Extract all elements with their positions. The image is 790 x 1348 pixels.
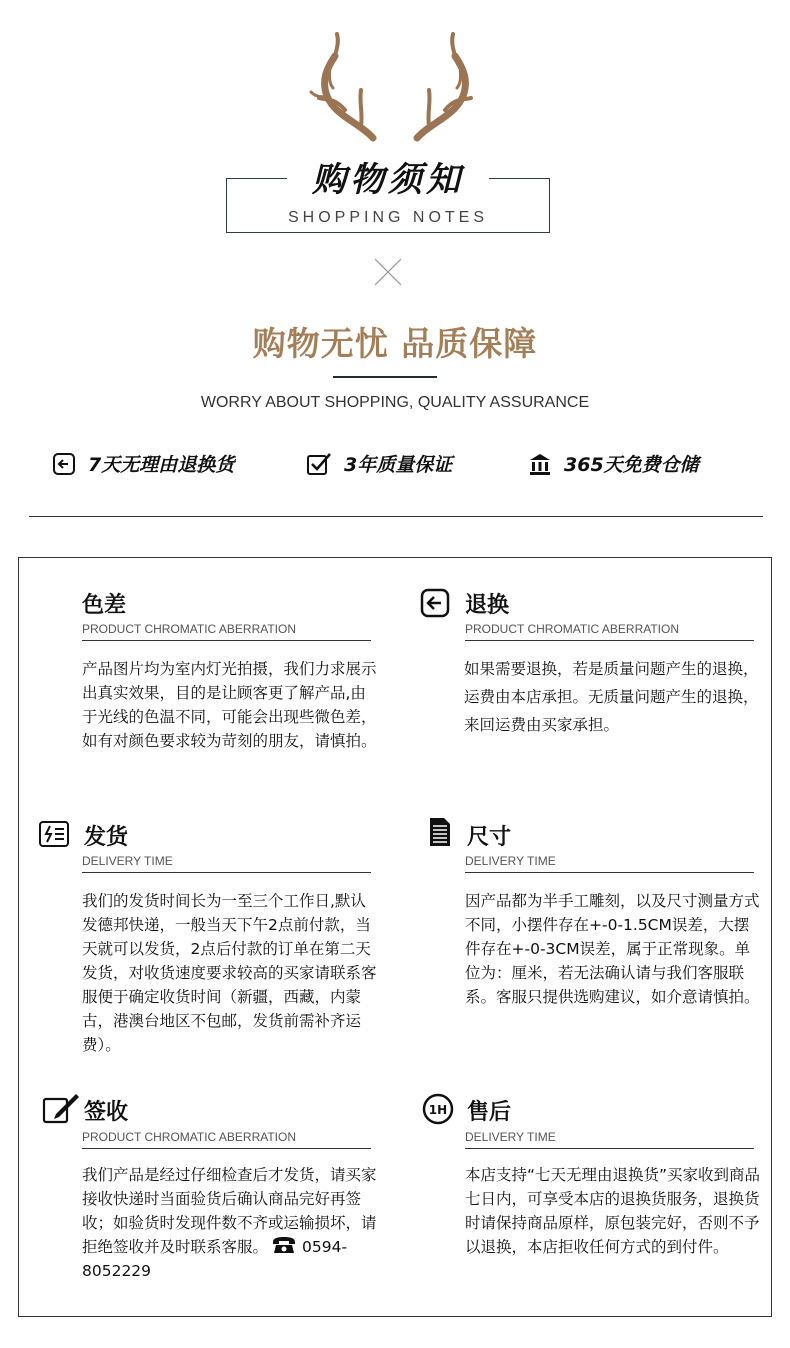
section-subtitle: PRODUCT CHROMATIC ABERRATION [465, 622, 754, 641]
phone-icon [272, 1236, 296, 1254]
warehouse-icon [528, 452, 552, 476]
section-subtitle: DELIVERY TIME [82, 854, 371, 873]
section-body-text: 我们产品是经过仔细检查后才发货，请买家接收快递时当面验货后确认商品完好再签收；如验货时发现件数不齐或运输损坏，请拒绝签收并及时联系客服。 [82, 1166, 377, 1256]
return-icon [420, 588, 450, 618]
return-icon [52, 452, 76, 476]
section-subtitle: DELIVERY TIME [465, 1130, 754, 1149]
section-title: 售后 [467, 1100, 512, 1125]
cross-divider-icon [374, 258, 402, 286]
document-icon [428, 816, 452, 848]
feature-label: 3年质量保证 [344, 454, 453, 476]
section-title: 尺寸 [467, 825, 512, 850]
antler-icon [305, 28, 485, 143]
page-title: 购物须知 [312, 160, 464, 200]
section-title: 发货 [84, 825, 129, 850]
section-subtitle: DELIVERY TIME [465, 854, 754, 873]
feature-label: 7天无理由退换货 [88, 454, 235, 476]
section-body [82, 1163, 378, 1283]
section-body: 我们的发货时间长为一至三个工作日,默认发德邦快递，一般当天下午2点前付款，当天就可以发货，2点后付款的订单在第二天发货，对收货速度要求较高的买家请联系客服便于确定收货时间（新疆，西藏，内蒙古，港澳台地区不包邮，发货前需补齐运费）。 [82, 892, 377, 1054]
section-body: 本店支持“七天无理由退换货”买家收到商品七日内，可享受本店的退换货服务，退换货时请保持商品原样，原包装完好，否则不予以退换，本店拒收任何方式的到付件。 [465, 1166, 761, 1256]
headline-subtitle: WORRY ABOUT SHOPPING, QUALITY ASSURANCE [200, 394, 590, 411]
feature-return [52, 450, 234, 477]
section-subtitle: PRODUCT CHROMATIC ABERRATION [82, 622, 371, 641]
section-title: 色差 [82, 593, 127, 618]
edit-icon [42, 1092, 80, 1124]
check-icon [306, 452, 332, 476]
page-subtitle: SHOPPING NOTES [287, 209, 489, 226]
section-subtitle: PRODUCT CHROMATIC ABERRATION [82, 1130, 371, 1149]
feature-storage [528, 450, 699, 477]
clock-1h-icon [422, 1093, 454, 1125]
headline: 购物无忧 品质保障 [252, 324, 538, 363]
section-body: 如果需要退换，若是质量问题产生的退换，运费由本店承担。无质量问题产生的退换，来回运费由买家承担。 [464, 660, 759, 734]
section-body: 因产品都为半手工雕刻，以及尺寸测量方式不同，小摆件存在+-0-1.5CM误差，大摆件存在+-0-3CM误差，属于正常现象。单位为：厘米，若无法确认请与我们客服联系。客服只提供选购建议，如介意请慎拍。 [465, 892, 760, 1006]
feature-label: 365天免费仓储 [564, 454, 699, 476]
headline-rule [333, 376, 437, 378]
section-body: 产品图片均为室内灯光拍摄，我们力求展示出真实效果，目的是让顾客更了解产品,由于光线的色温不同，可能会出现些微色差，如有对颜色要求较为苛刻的朋友，请慎拍。 [82, 660, 377, 750]
divider [29, 516, 763, 517]
clock-1h-label: 1H [428, 1103, 448, 1117]
phone-number: 0594-8052229 [82, 1238, 348, 1280]
section-title: 退换 [465, 593, 510, 618]
feature-quality [306, 450, 452, 477]
delivery-icon [38, 820, 70, 848]
section-title: 签收 [84, 1100, 129, 1125]
